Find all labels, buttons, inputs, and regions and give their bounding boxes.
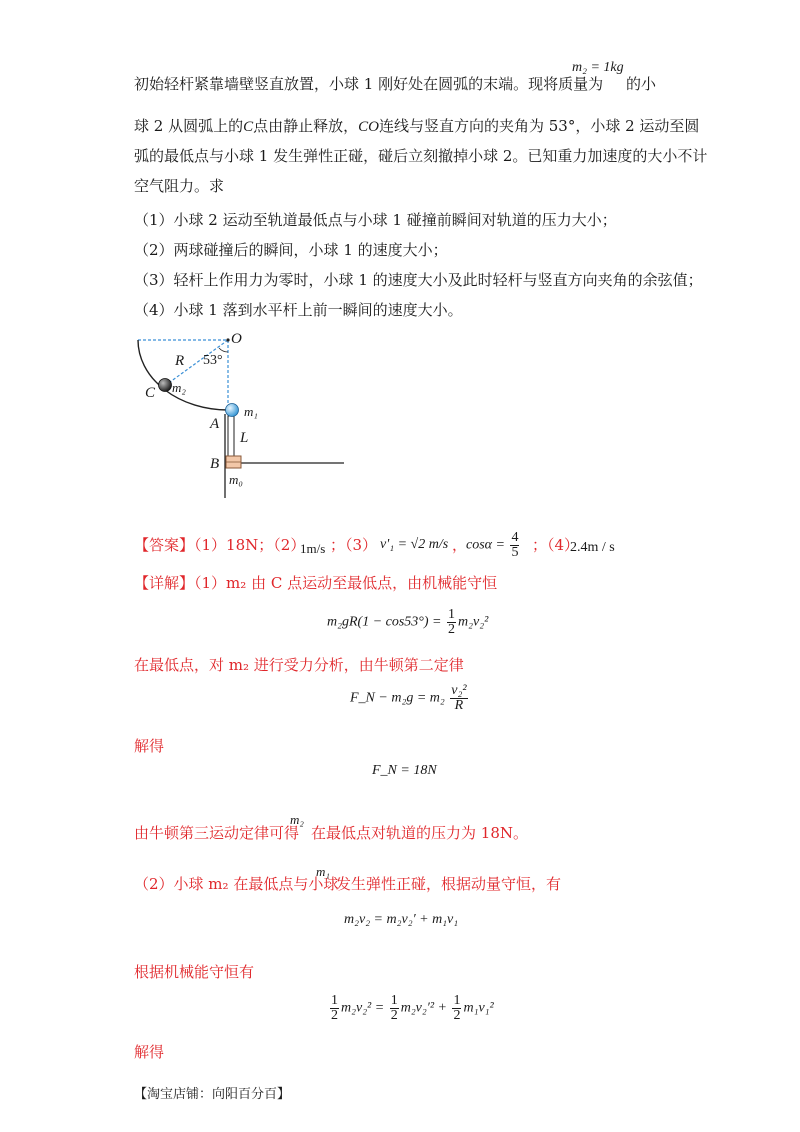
- question-3: （3）轻杆上作用力为零时，小球 1 的速度大小及此时轻杆与竖直方向夹角的余弦值；: [134, 271, 703, 289]
- answer-sep-4: ；（4）: [532, 536, 580, 554]
- text: （1）m₂ 由 C 点运动至最低点，由机械能守恒: [194, 574, 498, 592]
- detail-line-5-end: 发生弹性正碰，根据动量守恒，有: [336, 875, 562, 893]
- ball-m2: [159, 379, 172, 392]
- detail-tag: 【详解】: [134, 574, 195, 592]
- term: m₂v₂′² +: [400, 1000, 447, 1016]
- text: 连线与竖直方向的夹角为 53°，小球 2 运动至圆: [378, 117, 700, 135]
- answer-comma: ，: [452, 536, 468, 554]
- label-b: B: [210, 456, 220, 472]
- denominator: 5: [511, 545, 519, 560]
- equation-4: m₂v₂ = m₂v₂′ + m₁v₁: [344, 912, 459, 927]
- detail-line-5: （2）小球 m₂ 在最低点与小球: [134, 875, 339, 893]
- numerator: 1: [331, 993, 338, 1008]
- label-angle: 53°: [203, 353, 223, 368]
- text: 球 2 从圆弧上的: [134, 117, 244, 135]
- eq-left: m₂gR(1 − cos53°) =: [327, 614, 442, 630]
- detail-line-4-end: 在最低点对轨道的压力为 18N。: [311, 824, 528, 842]
- answer-part-3-v: v'₁ = √2 m/s: [380, 537, 449, 552]
- problem-line-2: [134, 116, 699, 137]
- detail-line-2: 在最低点，对 m₂ 进行受力分析，由牛顿第二定律: [134, 656, 464, 674]
- footer-shop: 【淘宝店铺：向阳百分百】: [134, 1087, 291, 1102]
- numerator: 4: [511, 530, 519, 545]
- question-4: （4）小球 1 落到水平杆上前一瞬间的速度大小。: [134, 301, 463, 319]
- fraction: [452, 994, 461, 1023]
- detail-line-1: [134, 573, 497, 593]
- numerator: 1: [448, 607, 456, 622]
- point-c: C: [243, 119, 254, 135]
- mass-m2-value: m₂ = 1kg: [572, 60, 624, 75]
- symbol-m1: m₁: [316, 864, 330, 879]
- fraction: [450, 684, 467, 713]
- physics-figure: [128, 330, 358, 510]
- label-m1: m₁: [244, 404, 258, 419]
- label-r: R: [175, 353, 185, 369]
- answer-part-2: 1m/s: [300, 541, 326, 556]
- eq-left: F_N − m₂g = m₂: [350, 690, 445, 706]
- question-2: （2）两球碰撞后的瞬间，小球 1 的速度大小；: [134, 241, 448, 259]
- term: m₁v₁²: [463, 1000, 494, 1016]
- equation-5: [328, 994, 494, 1023]
- equation-3: F_N = 18N: [372, 763, 437, 778]
- detail-line-7: 解得: [134, 1043, 165, 1061]
- text: 点由静止释放，: [253, 117, 359, 135]
- light-rod: [228, 416, 234, 456]
- term: m₂v₂² =: [341, 1000, 385, 1016]
- label-m2: m₂: [172, 380, 186, 395]
- symbol-m2: m₂: [290, 812, 304, 827]
- fraction: [390, 994, 399, 1023]
- answer-sep-3: ；（3）: [330, 536, 378, 554]
- problem-line-3: 弧的最低点与小球 1 发生弹性正碰，碰后立刻撤掉小球 2。已知重力加速度的大小不计: [134, 147, 708, 165]
- denominator: 2: [331, 1008, 338, 1023]
- numerator: 1: [453, 993, 461, 1008]
- problem-line-1-end: 的小: [626, 75, 657, 93]
- denominator: 2: [453, 1008, 461, 1023]
- angle-marker: [219, 348, 228, 352]
- fraction: [330, 994, 339, 1023]
- numerator: v₂²: [451, 683, 467, 698]
- label-o: O: [231, 331, 242, 347]
- answer-tag: 【答案】: [134, 536, 195, 554]
- ball-m1: [226, 404, 239, 417]
- answer-part-1: （1）18N；（2）: [194, 536, 306, 554]
- denominator: 2: [448, 622, 456, 637]
- question-1: （1）小球 2 运动至轨道最低点与小球 1 碰撞前瞬间对轨道的压力大小；: [134, 211, 617, 229]
- numerator: 1: [390, 993, 398, 1008]
- label-a: A: [210, 416, 220, 432]
- problem-line-1: [134, 74, 603, 94]
- equation-2: [350, 684, 470, 713]
- point-o: [226, 338, 229, 341]
- cos-text: cosα =: [466, 537, 505, 553]
- fraction: [510, 531, 519, 560]
- detail-line-4: 由牛顿第三运动定律可得: [134, 824, 300, 842]
- problem-line-4: 空气阻力。求: [134, 177, 225, 195]
- text: 初始轻杆紧靠墙壁竖直放置，小球 1 刚好处在圆弧的末端。现将质量为: [134, 75, 604, 93]
- segment-co: CO: [358, 119, 379, 135]
- answer-part-3-cos: [466, 531, 521, 560]
- label-c: C: [145, 385, 156, 401]
- label-l: L: [240, 430, 249, 446]
- answer-line: [134, 535, 305, 555]
- denominator: 2: [390, 1008, 398, 1023]
- denominator: R: [454, 698, 464, 713]
- fraction: [447, 608, 456, 637]
- answer-part-4: 2.4m / s: [570, 540, 615, 555]
- detail-line-6: 根据机械能守恒有: [134, 963, 255, 981]
- equation-1: [327, 608, 488, 637]
- eq-right: m₂v₂²: [458, 614, 489, 630]
- label-m0: m₀: [229, 472, 243, 487]
- detail-line-3: 解得: [134, 737, 165, 755]
